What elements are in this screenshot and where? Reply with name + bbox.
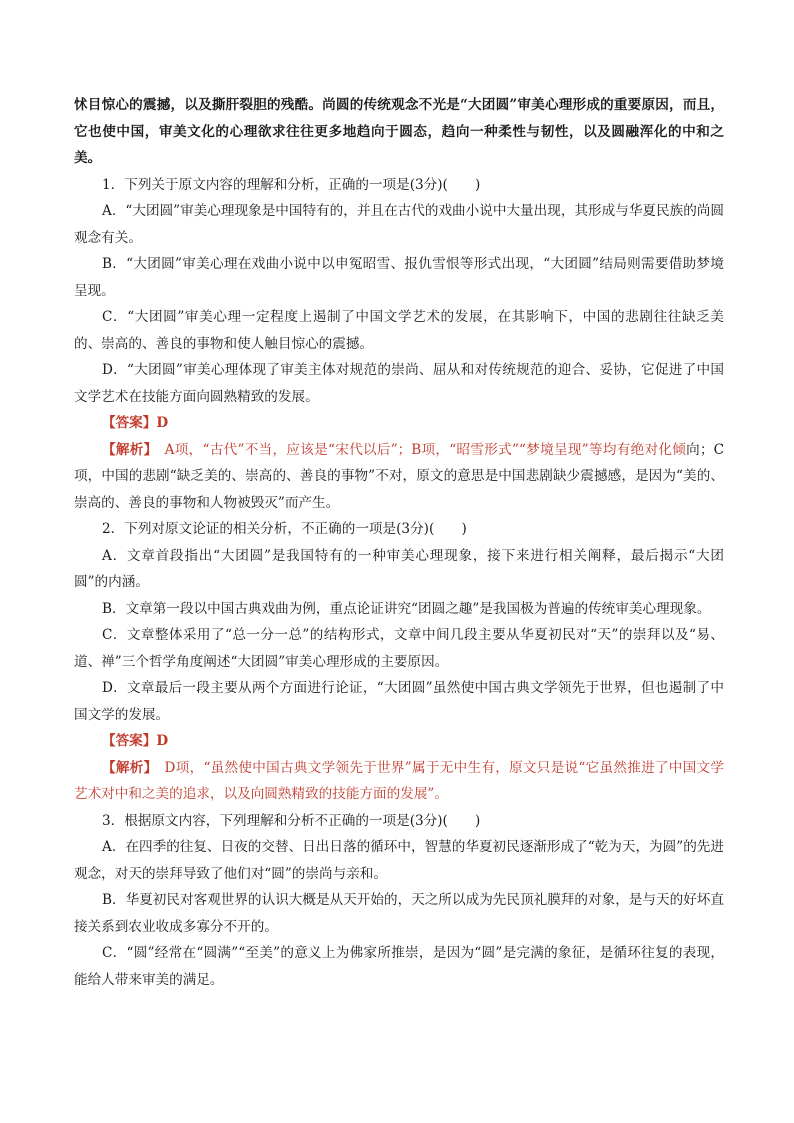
question-2-option-a: A．文章首段指出“大团圆”是我国特有的一种审美心理现象，接下来进行相关阐释，最后揭示“大团圆”的内涵。: [74, 547, 724, 590]
answer-value: D: [156, 733, 169, 749]
question-2-option-b: B．文章第一段以中国古典戏曲为例，重点论证讲究“团圆之趣”是我国极为普遍的传统审美心理现象。: [102, 600, 711, 617]
question-2-option-c: C．文章整体采用了“总一分一总”的结构形式，文章中间几段主要从华夏初民对“天”的崇拜以及“易、道、禅”三个哲学角度阐述“大团圆”审美心理形成的主要原因。: [74, 627, 724, 670]
question-3-stem: 3．根据原文内容，下列理解和分析不正确的一项是(3分)( ): [102, 812, 481, 829]
question-1-option-b: B．“大团圆”审美心理在戏曲小说中以申冤昭雪、报仇雪恨等形式出现，“大团圆”结局则需要借助梦境呈现。: [74, 256, 724, 299]
question-3-option-a: A．在四季的往复、日夜的交替、日出日落的循环中，智慧的华夏初民逐渐形成了“乾为天，为圆”的先进观念，对天的崇拜导致了他们对“圆”的崇尚与亲和。: [74, 839, 724, 882]
question-3-option-b: B．华夏初民对客观世界的认识大概是从天开始的，天之所以成为先民顶礼膜拜的对象，是与天的好坏直接关系到农业收成多寡分不开的。: [74, 892, 724, 935]
answer-tag: 【答案】: [102, 733, 157, 749]
question-2-stem: 2．下列对原文论证的相关分析，不正确的一项是(3分)( ): [102, 521, 467, 537]
explain-highlight: A项，“古代”不当，应该是“宋代以后”；B项，“昭雪形式”“梦境呈现”等均有绝对化倾: [150, 441, 687, 458]
question-2-option-d: D．文章最后一段主要从两个方面进行论证，“大团圆”虽然使中国古典文学领先于世界，但也遏制了中国文学的发展。: [74, 680, 724, 723]
explain-highlight: D项，“虽然使中国古典文学领先于世界”属于无中生有，原文只是说“它虽然推进了中国文学艺术对中和之美的追求，以及向圆熟精致的技能方面的发展”。: [74, 759, 724, 802]
explain-text: 向；C项，中国的悲剧“缺乏美的、崇高的、善良的事物”不对，原文的意思是中国悲剧缺少震撼感，是因为“美的、崇高的、善良的事物和人物被毁灭”而产生。: [74, 441, 724, 511]
question-1-option-d: D．“大团圆”审美心理体现了审美主体对规范的崇尚、屈从和对传统规范的迎合、妥协，它促进了中国文学艺术在技能方面向圆熟精致的发展。: [74, 362, 724, 405]
question-3-option-c: C．“圆”经常在“圆满”“至美”的意义上为佛家所推崇，是因为“圆”是完满的象征，是循环往复的表现，能给人带来审美的满足。: [74, 945, 724, 988]
question-1-option-a: A．“大团圆”审美心理现象是中国特有的，并且在古代的戏曲小说中大量出现，其形成与华夏民族的尚圆观念有关。: [74, 203, 724, 246]
explain-tag: 【解析】: [102, 441, 151, 458]
question-2-explanation: [74, 755, 724, 808]
document-page: [74, 92, 724, 993]
intro-paragraph: 怵目惊心的震撼，以及撕肝裂胆的残酷。尚圆的传统观念不光是“大团圆”审美心理形成的重要原因，而且，它也使中国，审美文化的心理欲求往往更多地趋向于圆态，趋向一种柔性与韧性，以及圆融浑化的中和之美。: [74, 97, 724, 166]
answer-tag: 【答案】: [102, 415, 157, 431]
question-2-answer: [74, 728, 724, 755]
question-1-explanation: [74, 437, 724, 517]
question-1-stem: 1．下列关于原文内容的理解和分析，正确的一项是(3分)( ): [102, 176, 481, 193]
answer-value: D: [156, 415, 169, 431]
question-1-answer: [74, 410, 724, 437]
question-1-option-c: C．“大团圆”审美心理一定程度上遏制了中国文学艺术的发展，在其影响下，中国的悲剧往往缺乏美的、崇高的、善良的事物和使人触目惊心的震撼。: [74, 309, 724, 352]
explain-tag: 【解析】: [102, 759, 151, 776]
